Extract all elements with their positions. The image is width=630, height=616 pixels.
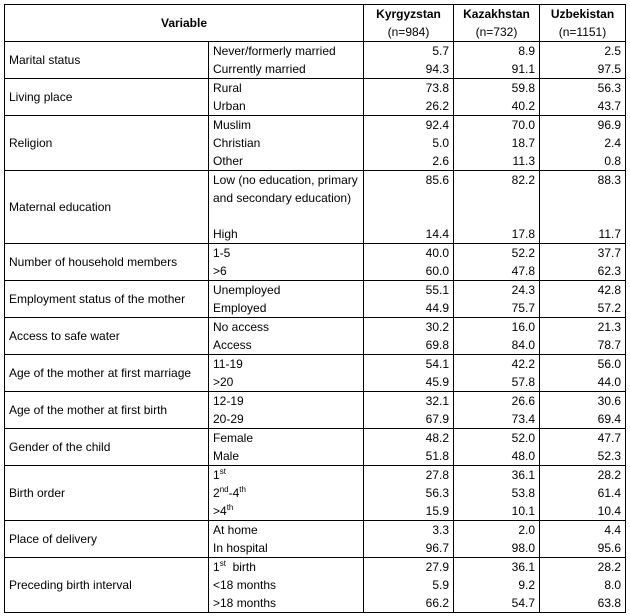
percentage-value: 10.4: [597, 504, 621, 518]
percentage-value: 40.0: [425, 246, 449, 260]
category-label: >4th: [213, 503, 234, 518]
percentage-value: 44.0: [597, 375, 621, 389]
value-cell: [364, 355, 454, 392]
category-label: Other: [213, 154, 244, 168]
percentage-value: 57.8: [511, 375, 535, 389]
value-cell: [364, 281, 454, 318]
percentage-value: 98.0: [511, 541, 535, 555]
percentage-value: 9.2: [518, 578, 535, 592]
variable-label: Age of the mother at first marriage: [5, 355, 209, 392]
percentage-value: 53.8: [511, 486, 535, 500]
percentage-value: 42.8: [597, 283, 621, 297]
percentage-value: 2.5: [604, 44, 621, 58]
percentage-value: 94.3: [425, 62, 449, 76]
percentage-value: 73.8: [425, 81, 449, 95]
value-cell: [540, 42, 626, 79]
percentage-value: 59.8: [511, 81, 535, 95]
category-cell: [209, 318, 364, 355]
value-cell: [540, 244, 626, 281]
category-label: 11-19: [213, 357, 243, 371]
percentage-value: 17.8: [511, 227, 535, 241]
percentage-value: 40.2: [511, 99, 535, 113]
percentage-value: 36.1: [511, 560, 535, 574]
value-cell: [454, 521, 540, 558]
percentage-value: 85.6: [425, 173, 449, 187]
category-label: Currently married: [213, 62, 306, 76]
variable-label: Age of the mother at first birth: [5, 392, 209, 429]
variable-label: Living place: [5, 79, 209, 116]
variable-label: Number of household members: [5, 244, 209, 281]
category-cell: [209, 392, 364, 429]
table-row: [5, 79, 626, 116]
percentage-value: 56.3: [597, 81, 621, 95]
percentage-value: 96.7: [425, 541, 449, 555]
percentage-value: 2.4: [604, 136, 621, 150]
table-row: [5, 116, 626, 171]
percentage-value: 52.3: [597, 449, 621, 463]
percentage-value: 97.5: [597, 62, 621, 76]
variable-label: Maternal education: [5, 171, 209, 244]
value-cell: [454, 42, 540, 79]
table-row: [5, 466, 626, 521]
percentage-value: 91.1: [511, 62, 535, 76]
table-row: [5, 558, 626, 613]
value-cell: [364, 42, 454, 79]
percentage-value: 44.9: [425, 301, 449, 315]
percentage-value: 8.0: [604, 578, 621, 592]
value-cell: [454, 318, 540, 355]
value-cell: [454, 281, 540, 318]
percentage-value: 28.2: [597, 560, 621, 574]
percentage-value: 48.2: [425, 431, 449, 445]
value-cell: [454, 116, 540, 171]
variable-label: Place of delivery: [5, 521, 209, 558]
value-cell: [540, 171, 626, 244]
percentage-value: 28.2: [597, 468, 621, 482]
value-cell: [540, 521, 626, 558]
country-sample-size: (n=984): [387, 25, 430, 39]
category-label: Never/formerly married: [213, 44, 336, 58]
value-cell: [540, 429, 626, 466]
category-label: 1st: [213, 467, 226, 482]
category-cell: [209, 79, 364, 116]
percentage-value: 78.7: [597, 338, 621, 352]
category-label: 1-5: [213, 246, 231, 260]
value-cell: [364, 466, 454, 521]
percentage-value: 57.2: [597, 301, 621, 315]
percentage-value: 27.8: [425, 468, 449, 482]
value-cell: [364, 244, 454, 281]
category-cell: [209, 521, 364, 558]
category-label: >18 months: [213, 596, 277, 610]
percentage-value: 62.3: [597, 264, 621, 278]
category-label: At home: [213, 523, 258, 537]
category-label: Male: [213, 449, 240, 463]
percentage-value: 69.8: [425, 338, 449, 352]
variable-label: Religion: [5, 116, 209, 171]
percentage-value: 54.1: [425, 357, 449, 371]
percentage-value: 45.9: [425, 375, 449, 389]
percentage-value: 82.2: [511, 173, 535, 187]
percentage-value: 15.9: [425, 504, 449, 518]
value-cell: [364, 558, 454, 613]
percentage-value: 32.1: [425, 394, 449, 408]
percentage-value: 26.2: [425, 99, 449, 113]
value-cell: [454, 429, 540, 466]
value-cell: [454, 392, 540, 429]
category-label: Muslim: [213, 118, 251, 132]
value-cell: [540, 558, 626, 613]
category-label: No access: [213, 320, 270, 334]
percentage-value: 63.8: [597, 596, 621, 610]
percentage-value: 88.3: [597, 173, 621, 187]
percentage-value: 52.2: [511, 246, 535, 260]
table-row: [5, 171, 626, 244]
percentage-value: 0.8: [604, 154, 621, 168]
table-row: [5, 42, 626, 79]
category-label: <18 months: [213, 578, 277, 592]
value-cell: [364, 392, 454, 429]
table-row: [5, 318, 626, 355]
value-cell: [454, 171, 540, 244]
percentage-value: 61.4: [597, 486, 621, 500]
category-label: In hospital: [213, 541, 268, 555]
percentage-value: 5.7: [432, 44, 449, 58]
percentage-value: 2.6: [432, 154, 449, 168]
percentage-value: 92.4: [425, 118, 449, 132]
percentage-value: 66.2: [425, 596, 449, 610]
country-header-kyrgyzstan: [364, 5, 454, 42]
value-cell: [364, 318, 454, 355]
value-cell: [364, 521, 454, 558]
percentage-value: 18.7: [511, 136, 535, 150]
value-cell: [540, 79, 626, 116]
category-cell: [209, 244, 364, 281]
percentage-value: 27.9: [425, 560, 449, 574]
variable-header: Variable: [5, 5, 364, 42]
characteristics-table: [4, 4, 626, 613]
percentage-value: 16.0: [511, 320, 535, 334]
value-cell: [454, 558, 540, 613]
category-label: 12-19: [213, 394, 244, 408]
table-body: [5, 42, 626, 613]
percentage-value: 43.7: [597, 99, 621, 113]
percentage-value: 5.0: [432, 136, 449, 150]
category-label: Access: [213, 338, 252, 352]
category-label: Employed: [213, 301, 267, 315]
table-row: [5, 429, 626, 466]
value-cell: [540, 318, 626, 355]
percentage-value: 56.0: [597, 357, 621, 371]
country-name: Kyrgyzstan: [376, 7, 441, 21]
percentage-value: 26.6: [511, 394, 535, 408]
country-name: Uzbekistan: [550, 7, 615, 21]
country-sample-size: (n=1151): [558, 25, 607, 39]
category-label: Christian: [213, 136, 261, 150]
percentage-value: 42.2: [511, 357, 535, 371]
value-cell: [540, 466, 626, 521]
percentage-value: 73.4: [511, 412, 535, 426]
percentage-value: 54.7: [511, 596, 535, 610]
table-row: [5, 392, 626, 429]
percentage-value: 14.4: [425, 227, 449, 241]
percentage-value: 24.3: [511, 283, 535, 297]
category-label: 2nd-4th: [213, 485, 246, 500]
percentage-value: 8.9: [518, 44, 535, 58]
category-cell: [209, 42, 364, 79]
value-cell: [364, 116, 454, 171]
table-row: [5, 281, 626, 318]
country-sample-size: (n=732): [475, 25, 518, 39]
percentage-value: 11.7: [598, 227, 621, 241]
percentage-value: 36.1: [511, 468, 535, 482]
value-cell: [540, 355, 626, 392]
percentage-value: 47.7: [597, 431, 621, 445]
percentage-value: 60.0: [425, 264, 449, 278]
percentage-value: 30.6: [597, 394, 621, 408]
category-label: >6: [213, 264, 227, 278]
percentage-value: 56.3: [425, 486, 449, 500]
percentage-value: 69.4: [597, 412, 621, 426]
percentage-value: 67.9: [425, 412, 449, 426]
table-row: [5, 521, 626, 558]
value-cell: [454, 244, 540, 281]
variable-label: Access to safe water: [5, 318, 209, 355]
variable-label: Preceding birth interval: [5, 558, 209, 613]
variable-label: Marital status: [5, 42, 209, 79]
value-cell: [540, 116, 626, 171]
variable-label: Employment status of the mother: [5, 281, 209, 318]
country-header-uzbekistan: [540, 5, 626, 42]
category-cell: [209, 558, 364, 613]
header-row: [5, 5, 626, 42]
category-label: >20: [213, 375, 234, 389]
category-label: High: [213, 227, 238, 241]
value-cell: [540, 392, 626, 429]
percentage-value: 48.0: [511, 449, 535, 463]
value-cell: [364, 171, 454, 244]
category-label: Unemployed: [213, 283, 281, 297]
table-row: [5, 355, 626, 392]
percentage-value: 70.0: [511, 118, 535, 132]
percentage-value: 37.7: [597, 246, 621, 260]
table-row: [5, 244, 626, 281]
value-cell: [540, 281, 626, 318]
percentage-value: 47.8: [511, 264, 535, 278]
percentage-value: 3.3: [432, 523, 449, 537]
percentage-value: 95.6: [597, 541, 621, 555]
category-label: Female: [213, 431, 254, 445]
category-cell: [209, 171, 364, 244]
percentage-value: 52.0: [511, 431, 535, 445]
category-cell: [209, 466, 364, 521]
category-cell: [209, 355, 364, 392]
category-cell: [209, 429, 364, 466]
percentage-value: 4.4: [604, 523, 621, 537]
value-cell: [454, 79, 540, 116]
percentage-value: 75.7: [511, 301, 535, 315]
variable-label: Birth order: [5, 466, 209, 521]
category-label: 1st birth: [213, 559, 256, 574]
percentage-value: 5.9: [432, 578, 449, 592]
category-cell: [209, 281, 364, 318]
percentage-value: 96.9: [597, 118, 621, 132]
country-header-kazakhstan: [454, 5, 540, 42]
percentage-value: 84.0: [511, 338, 535, 352]
category-label: Low (no education, primary and secondary education): [213, 173, 358, 205]
percentage-value: 11.3: [512, 154, 535, 168]
category-label: Urban: [213, 99, 246, 113]
percentage-value: 55.1: [425, 283, 449, 297]
value-cell: [454, 355, 540, 392]
category-cell: [209, 116, 364, 171]
percentage-value: 51.8: [425, 449, 449, 463]
category-label: 20-29: [213, 412, 244, 426]
percentage-value: 30.2: [425, 320, 449, 334]
country-name: Kazakhstan: [463, 7, 530, 21]
percentage-value: 21.3: [597, 320, 621, 334]
value-cell: [454, 466, 540, 521]
value-cell: [364, 79, 454, 116]
value-cell: [364, 429, 454, 466]
percentage-value: 10.1: [511, 504, 535, 518]
percentage-value: 2.0: [518, 523, 535, 537]
variable-label: Gender of the child: [5, 429, 209, 466]
category-label: Rural: [213, 81, 242, 95]
